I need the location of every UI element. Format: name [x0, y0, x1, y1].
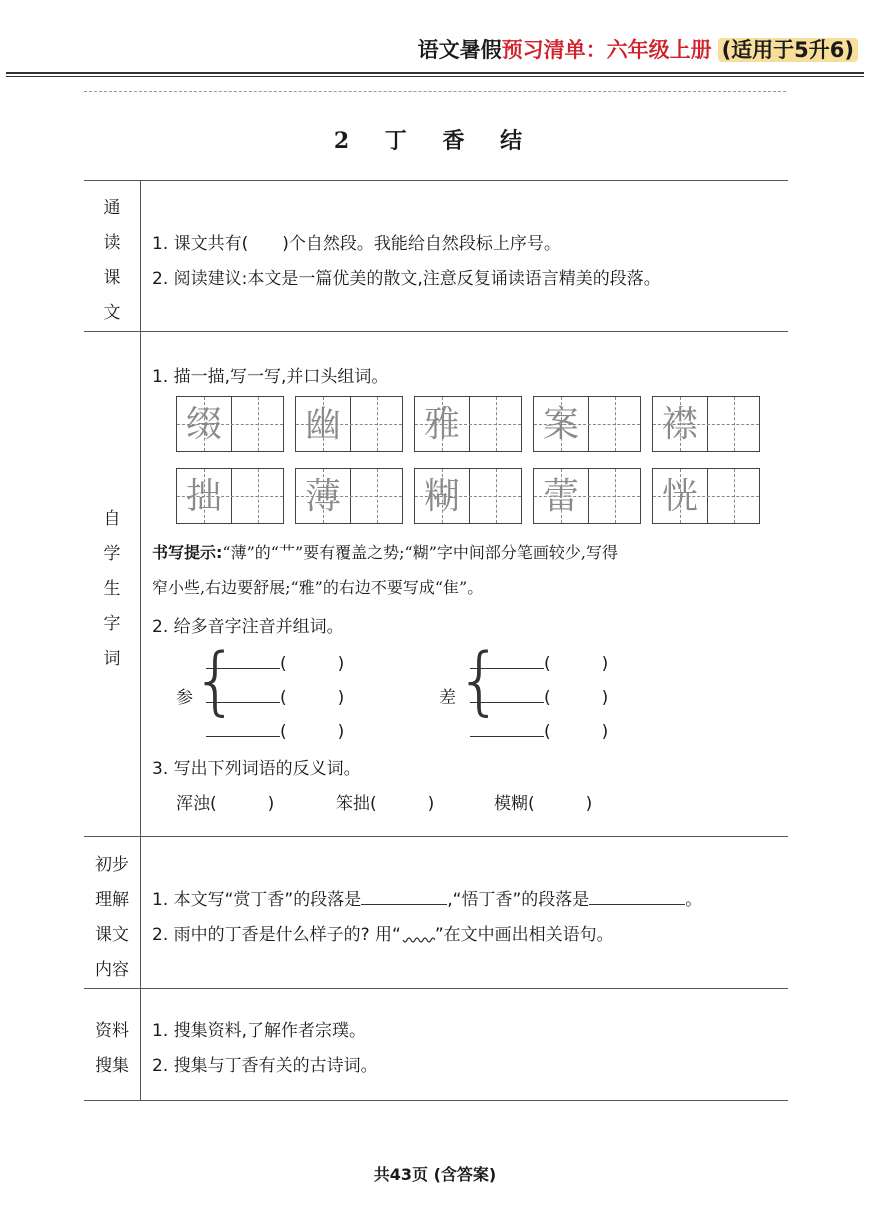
antonym-item[interactable]: 模糊( )	[494, 794, 593, 814]
brace-left-2: {	[456, 638, 504, 724]
trace-character: 糊	[423, 476, 460, 517]
writing-tip-line-2: 窄小些,右边要舒展;“雅”的右边不要写成“隹”。	[152, 578, 484, 597]
trace-character: 拙	[185, 476, 222, 517]
header-rule	[6, 72, 864, 74]
question-antonym: 3. 写出下列词语的反义词。	[152, 759, 361, 779]
question-trace: 1. 描一描,写一写,并口头组词。	[152, 367, 389, 387]
header-grade-tag: (适用于5升6)	[718, 38, 858, 62]
trace-character: 襟	[661, 404, 698, 445]
writing-box[interactable]	[295, 396, 403, 452]
section-read-text	[84, 180, 788, 332]
section-label: 自 学 生 字 词	[84, 332, 141, 837]
understand-line-2: 2. 雨中的丁香是什么样子的? 用“ ”在文中画出相关语句。	[152, 925, 614, 945]
polyphone-char-1: 参	[176, 688, 193, 708]
brace-left-1: {	[192, 638, 240, 724]
collect-line-2: 2. 搜集与丁香有关的古诗词。	[152, 1056, 378, 1076]
section-label: 资料 搜集	[84, 989, 141, 1100]
antonym-item[interactable]: 浑浊( )	[176, 794, 275, 814]
trace-character: 恍	[661, 476, 698, 517]
polyphone-char-2: 差	[439, 688, 456, 708]
writing-box[interactable]	[652, 468, 760, 524]
understand-line-1: 1. 本文写“赏丁香”的段落是 ,“悟丁香”的段落是 。	[152, 890, 703, 910]
writing-box[interactable]	[414, 396, 522, 452]
collect-line-1: 1. 搜集资料,了解作者宗璞。	[152, 1021, 367, 1041]
trace-character: 雅	[423, 404, 460, 445]
tip-label: 书写提示:	[152, 543, 223, 562]
wavy-underline-icon	[401, 936, 435, 946]
antonym-item[interactable]: 笨拙( )	[336, 794, 435, 814]
answer-row[interactable]: ( )	[470, 683, 608, 708]
section-self-study	[84, 331, 788, 837]
page-footer: 共43页 (含答案)	[373, 1165, 497, 1184]
answer-row[interactable]: ( )	[206, 649, 344, 674]
writing-box[interactable]	[533, 396, 641, 452]
writing-box[interactable]	[176, 396, 284, 452]
lesson-title: 2 丁 香 结	[333, 128, 537, 154]
header-prefix: 语文暑假	[417, 38, 502, 62]
answer-row[interactable]: ( )	[470, 717, 608, 742]
trace-character: 案	[542, 404, 579, 445]
answer-blank[interactable]	[589, 904, 685, 905]
dotted-divider	[84, 91, 786, 92]
section-label: 通 读 课 文	[84, 181, 141, 332]
header-red-title: 预习清单：六年级上册	[501, 38, 712, 62]
writing-box[interactable]	[295, 468, 403, 524]
writing-tip-line-1: 书写提示:“薄”的“艹”要有覆盖之势;“糊”字中间部分笔画较少,写得	[152, 543, 618, 562]
trace-character: 蕾	[542, 476, 579, 517]
writing-box[interactable]	[652, 396, 760, 452]
question-polyphone: 2. 给多音字注音并组词。	[152, 617, 344, 637]
writing-box[interactable]	[533, 468, 641, 524]
answer-row[interactable]: ( )	[470, 649, 608, 674]
answer-blank[interactable]	[361, 904, 447, 905]
answer-row[interactable]: ( )	[206, 717, 344, 742]
trace-character: 缀	[185, 404, 222, 445]
trace-character: 幽	[304, 404, 341, 445]
trace-character: 薄	[304, 476, 341, 517]
header-rule-thin	[6, 76, 864, 77]
page-header	[418, 34, 858, 64]
read-line-2: 2. 阅读建议:本文是一篇优美的散文,注意反复诵读语言精美的段落。	[152, 269, 661, 289]
section-understand	[84, 836, 788, 989]
section-label: 初步 理解 课文 内容	[84, 837, 141, 989]
section-collect	[84, 988, 788, 1101]
writing-box[interactable]	[414, 468, 522, 524]
answer-row[interactable]: ( )	[206, 683, 344, 708]
read-line-1: 1. 课文共有( )个自然段。我能给自然段标上序号。	[152, 234, 561, 254]
writing-box[interactable]	[176, 468, 284, 524]
